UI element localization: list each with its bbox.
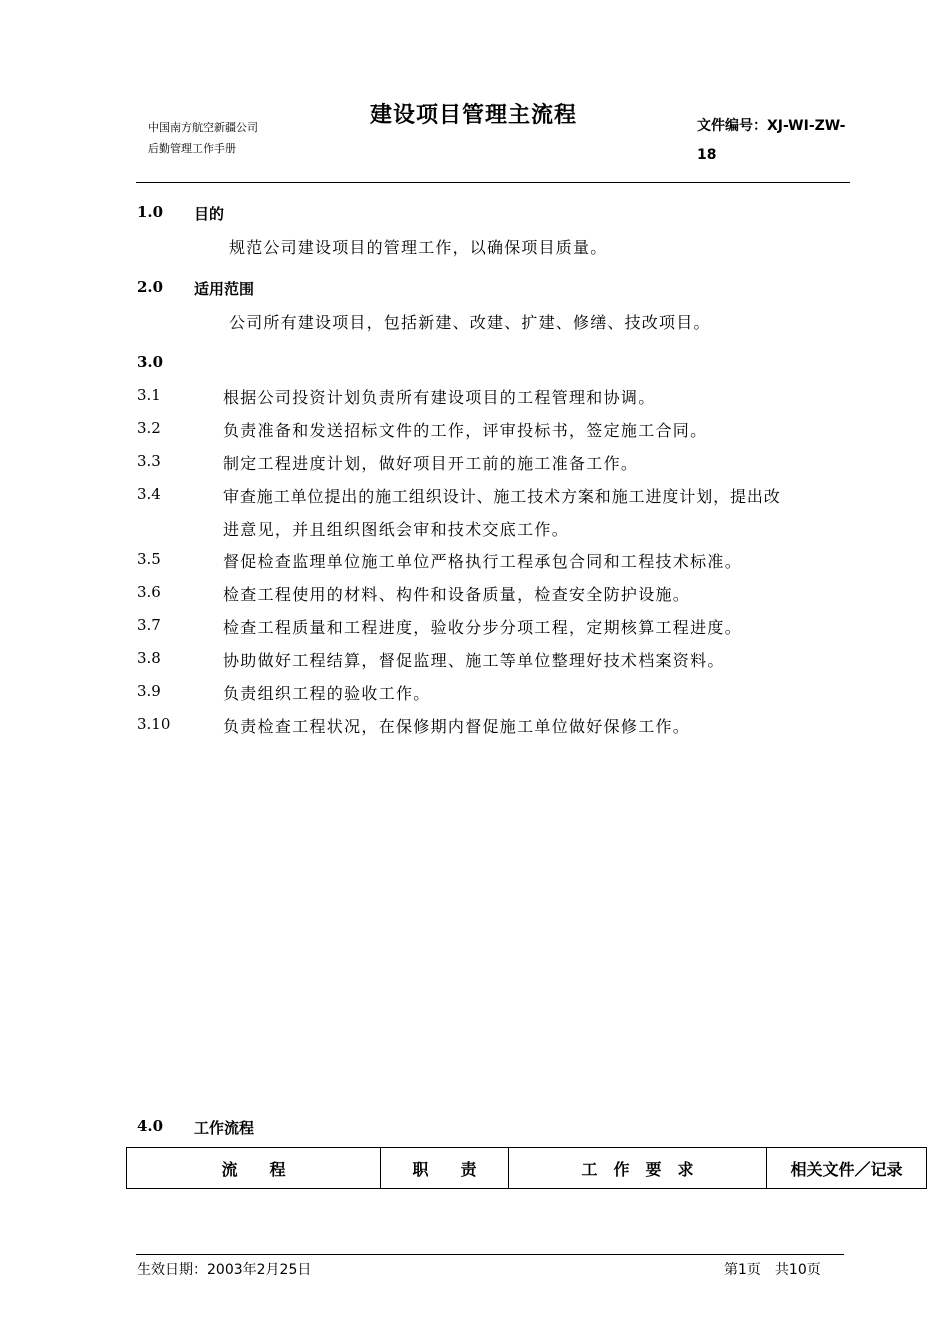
- list-item-text: 制定工程进度计划，做好项目开工前的施工准备工作。: [223, 454, 639, 473]
- section-duties-number: 3.0: [137, 353, 164, 371]
- footer-divider: [136, 1254, 844, 1255]
- header-divider: [136, 182, 850, 183]
- section-workflow-number: 4.0: [137, 1117, 164, 1135]
- section-purpose-number: 1.0: [137, 203, 164, 221]
- list-item-number: 3.10: [137, 715, 171, 733]
- list-item-text: 检查工程使用的材料、构件和设备质量，检查安全防护设施。: [223, 585, 691, 604]
- list-item-text: 检查工程质量和工程进度，验收分步分项工程，定期核算工程进度。: [223, 618, 743, 637]
- page-number: 第1页 共10页: [724, 1262, 821, 1278]
- list-item-number: 3.8: [137, 649, 161, 667]
- list-item-text: 根据公司投资计划负责所有建设项目的工程管理和协调。: [223, 388, 656, 407]
- column-header-requirements: 工 作 要 求: [509, 1148, 767, 1189]
- list-item-text: 协助做好工程结算，督促监理、施工等单位整理好技术档案资料。: [223, 651, 725, 670]
- section-scope-text: 公司所有建设项目，包括新建、改建、扩建、修缮、技改项目。: [229, 313, 711, 332]
- list-item-number: 3.9: [137, 682, 161, 700]
- page-title: 建设项目管理主流程: [370, 103, 578, 128]
- list-item-number: 3.6: [137, 583, 161, 601]
- column-header-responsibility: 职 责: [381, 1148, 509, 1189]
- manual-name: 后勤管理工作手册: [148, 142, 236, 155]
- company-name: 中国南方航空新疆公司: [148, 121, 258, 134]
- workflow-table-header-row: [127, 1148, 927, 1189]
- effective-date: 生效日期：2003年2月25日: [137, 1262, 312, 1278]
- section-workflow-title: 工作流程: [194, 1119, 255, 1137]
- list-item-text: 督促检查监理单位施工单位严格执行工程承包合同和工程技术标准。: [223, 552, 743, 571]
- list-item-number: 3.2: [137, 419, 161, 437]
- list-item-number: 3.7: [137, 616, 161, 634]
- list-item-text: 审查施工单位提出的施工组织设计、施工技术方案和施工进度计划，提出改: [223, 487, 781, 506]
- section-purpose-title: 目的: [194, 205, 225, 223]
- section-purpose-text: 规范公司建设项目的管理工作，以确保项目质量。: [229, 238, 608, 257]
- doc-number-suffix: 18: [697, 147, 717, 163]
- list-item-number: 3.4: [137, 485, 161, 503]
- list-item-text: 负责准备和发送招标文件的工作，评审投标书，签定施工合同。: [223, 421, 708, 440]
- doc-number: 文件编号：XJ-WI-ZW-: [697, 118, 846, 134]
- column-header-process: 流 程: [127, 1148, 381, 1189]
- list-item-number: 3.5: [137, 550, 161, 568]
- section-scope-number: 2.0: [137, 278, 164, 296]
- workflow-table: [126, 1147, 927, 1189]
- list-item-number: 3.1: [137, 386, 161, 404]
- list-item-number: 3.3: [137, 452, 161, 470]
- list-item-text: 负责检查工程状况，在保修期内督促施工单位做好保修工作。: [223, 717, 691, 736]
- column-header-related-docs: 相关文件／记录: [767, 1148, 927, 1189]
- section-scope-title: 适用范围: [194, 280, 255, 298]
- list-item-text: 负责组织工程的验收工作。: [223, 684, 431, 703]
- list-item-text-continued: 进意见，并且组织图纸会审和技术交底工作。: [223, 520, 570, 539]
